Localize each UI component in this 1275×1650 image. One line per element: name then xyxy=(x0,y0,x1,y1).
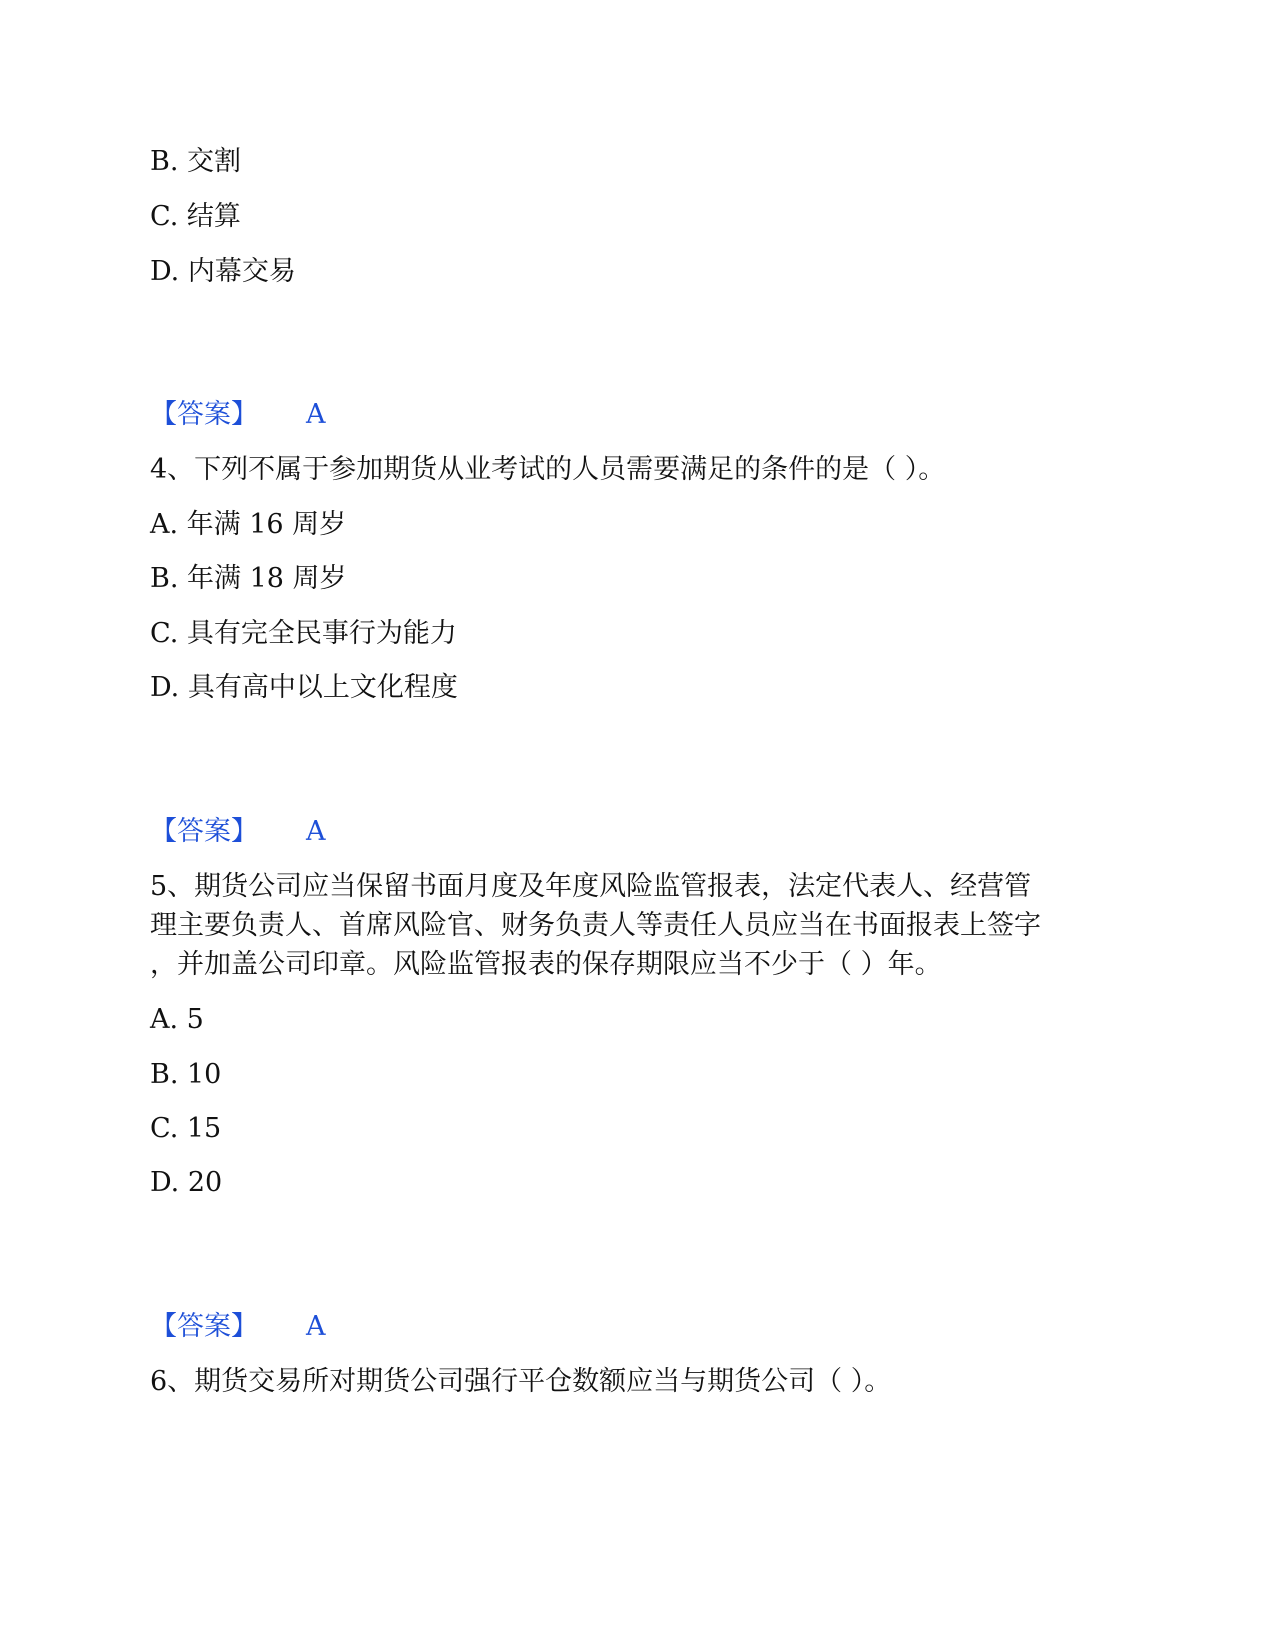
question-4-option-c: C. 具有完全民事行为能力 xyxy=(150,618,457,649)
answer-value: A xyxy=(306,399,326,430)
question-5-option-b: B. 10 xyxy=(150,1059,222,1090)
question-5-stem-line-2: 理主要负责人、首席风险官、财务负责人等责任人员应当在书面报表上签字 xyxy=(150,910,1041,941)
option-d: D. 内幕交易 xyxy=(150,256,296,287)
question-4-option-b: B. 年满 18 周岁 xyxy=(150,563,347,594)
answer-label: 【答案】 xyxy=(150,399,258,430)
question-5-answer-row xyxy=(150,1307,326,1347)
question-4-answer-row xyxy=(150,812,326,852)
question-5-option-d: D. 20 xyxy=(150,1167,223,1198)
question-5-stem-line-3: ，并加盖公司印章。风险监管报表的保存期限应当不少于（ ）年。 xyxy=(150,949,942,980)
question-4-option-d: D. 具有高中以上文化程度 xyxy=(150,672,458,703)
answer-label: 【答案】 xyxy=(150,1311,258,1342)
option-b: B. 交割 xyxy=(150,146,242,177)
question-4-stem: 4、下列不属于参加期货从业考试的人员需要满足的条件的是（ ）。 xyxy=(150,454,946,485)
question-5-stem-line-1: 5、期货公司应当保留书面月度及年度风险监管报表，法定代表人、经营管 xyxy=(150,871,1032,902)
answer-row xyxy=(150,395,326,435)
question-4-option-a: A. 年满 16 周岁 xyxy=(150,509,347,540)
question-6-stem: 6、期货交易所对期货公司强行平仓数额应当与期货公司（ ）。 xyxy=(150,1366,892,1397)
question-5-option-a: A. 5 xyxy=(150,1004,204,1035)
answer-value: A xyxy=(306,1311,326,1342)
question-5-option-c: C. 15 xyxy=(150,1113,222,1144)
option-c: C. 结算 xyxy=(150,201,241,232)
answer-value: A xyxy=(306,816,326,847)
answer-label: 【答案】 xyxy=(150,816,258,847)
